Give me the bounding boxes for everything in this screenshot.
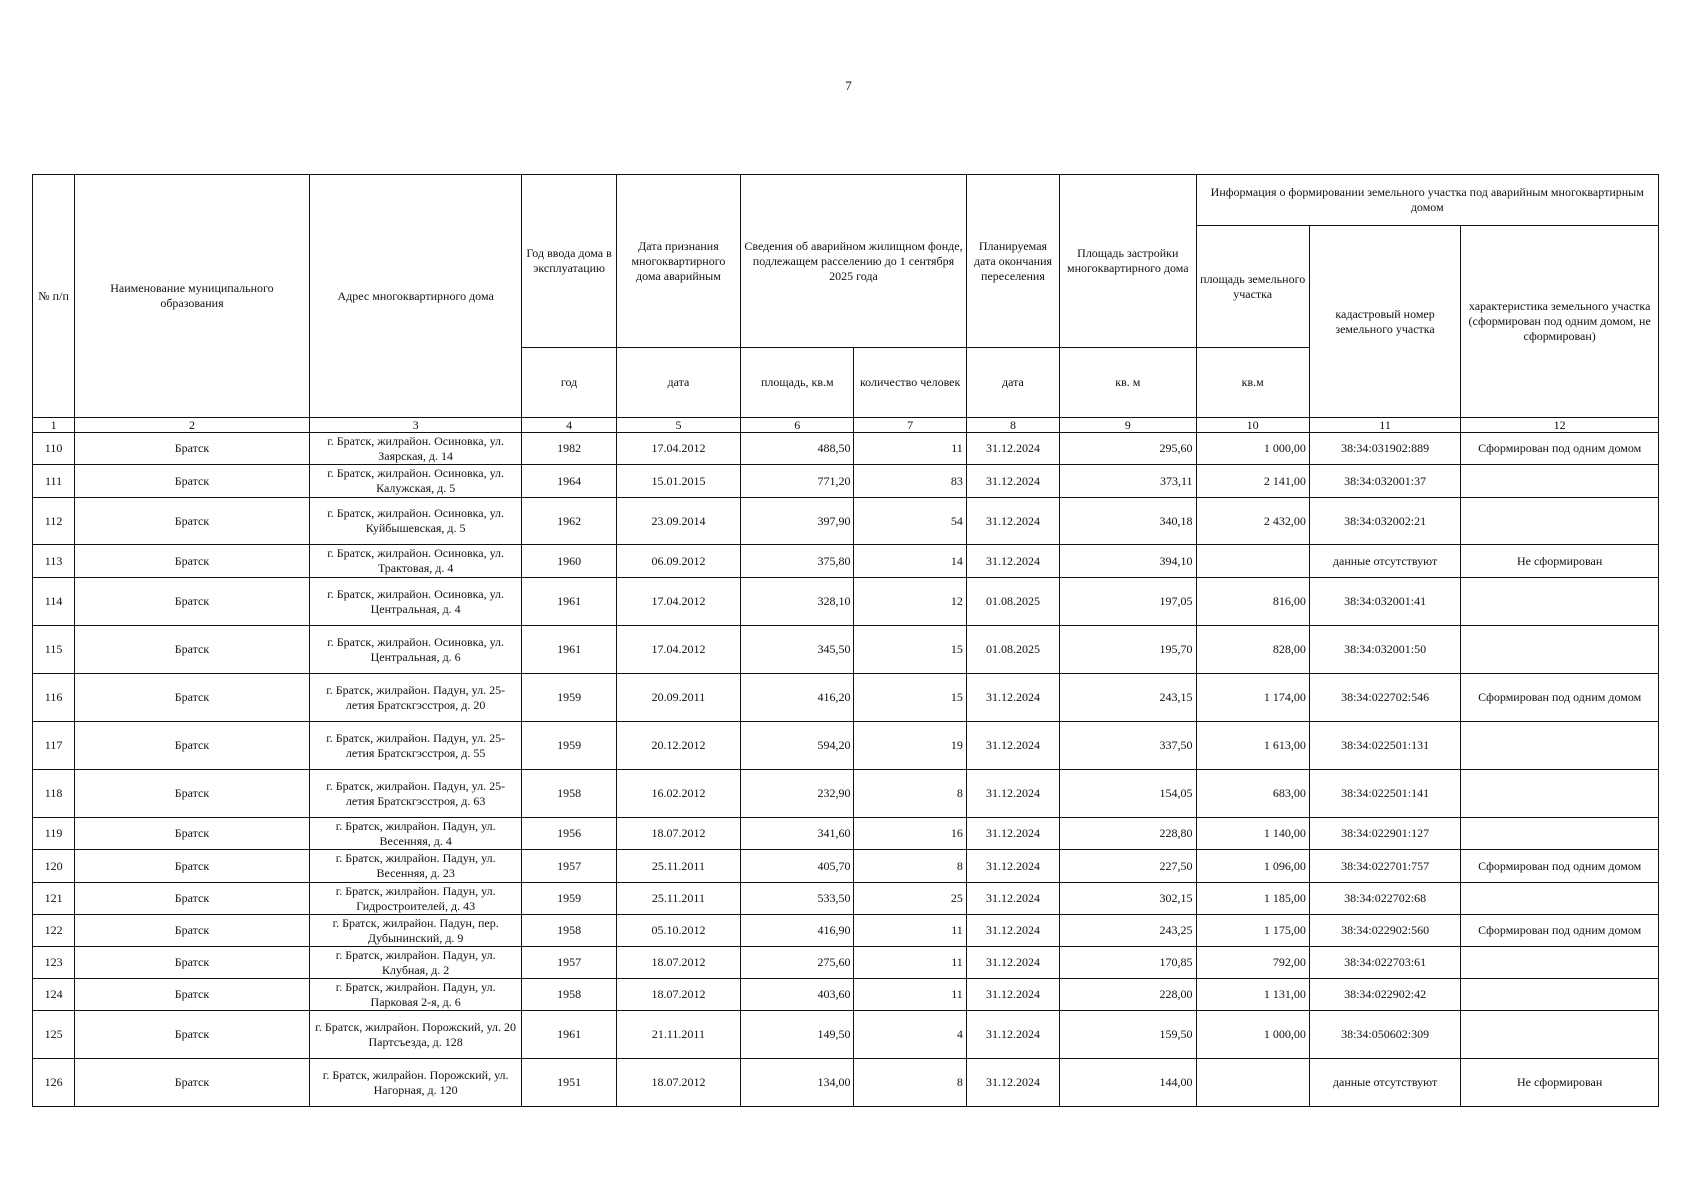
table-row [33, 850, 1659, 883]
building-area-cell: 195,70 [1060, 626, 1196, 674]
table-row [33, 1059, 1659, 1107]
emergency-date-cell: 18.07.2012 [616, 1059, 740, 1107]
emergency-date-cell: 21.11.2011 [616, 1011, 740, 1059]
residents-count-cell: 8 [854, 850, 966, 883]
row-number-cell: 123 [33, 947, 75, 979]
table-row [33, 433, 1659, 465]
row-number-cell: 116 [33, 674, 75, 722]
header-row-number: № п/п [33, 175, 75, 418]
row-number-cell: 118 [33, 770, 75, 818]
municipality-cell: Братск [75, 578, 310, 626]
cadastral-number-cell: 38:34:022501:131 [1309, 722, 1460, 770]
residents-count-cell: 4 [854, 1011, 966, 1059]
unit-date: дата [616, 348, 740, 418]
building-area-cell: 159,50 [1060, 1011, 1196, 1059]
planned-end-date-cell: 31.12.2024 [966, 883, 1059, 915]
commission-year-cell: 1962 [522, 498, 616, 545]
planned-end-date-cell: 31.12.2024 [966, 770, 1059, 818]
commission-year-cell: 1951 [522, 1059, 616, 1107]
row-number-cell: 113 [33, 545, 75, 578]
building-area-cell: 144,00 [1060, 1059, 1196, 1107]
header-emergency-date: Дата признания многоквартирного дома аварийным [616, 175, 740, 348]
living-area-cell: 488,50 [741, 433, 854, 465]
building-area-cell: 228,00 [1060, 979, 1196, 1011]
address-cell: г. Братск, жилрайон. Падун, ул. Весенняя, д. 4 [309, 818, 522, 850]
municipality-cell: Братск [75, 947, 310, 979]
header-land-info: Информация о формировании земельного участка под аварийным многоквартирным домом [1196, 175, 1659, 226]
residents-count-cell: 11 [854, 947, 966, 979]
address-cell: г. Братск, жилрайон. Осиновка, ул. Калужская, д. 5 [309, 465, 522, 498]
living-area-cell: 232,90 [741, 770, 854, 818]
land-characteristic-cell [1461, 465, 1659, 498]
land-area-cell: 1 096,00 [1196, 850, 1309, 883]
building-area-cell: 154,05 [1060, 770, 1196, 818]
row-number-cell: 114 [33, 578, 75, 626]
emergency-date-cell: 17.04.2012 [616, 433, 740, 465]
residents-count-cell: 11 [854, 979, 966, 1011]
land-characteristic-cell [1461, 578, 1659, 626]
living-area-cell: 771,20 [741, 465, 854, 498]
building-area-cell: 243,15 [1060, 674, 1196, 722]
commission-year-cell: 1964 [522, 465, 616, 498]
commission-year-cell: 1961 [522, 578, 616, 626]
planned-end-date-cell: 31.12.2024 [966, 465, 1059, 498]
address-cell: г. Братск, жилрайон. Падун, ул. 25-летия Братскгэсстроя, д. 63 [309, 770, 522, 818]
cadastral-number-cell: 38:34:032001:37 [1309, 465, 1460, 498]
header-planned-end-date: Планируемая дата окончания переселения [966, 175, 1059, 348]
commission-year-cell: 1961 [522, 626, 616, 674]
land-area-cell: 792,00 [1196, 947, 1309, 979]
residents-count-cell: 8 [854, 770, 966, 818]
row-number-cell: 119 [33, 818, 75, 850]
planned-end-date-cell: 31.12.2024 [966, 498, 1059, 545]
land-characteristic-cell [1461, 1011, 1659, 1059]
building-area-cell: 302,15 [1060, 883, 1196, 915]
address-cell: г. Братск, жилрайон. Осиновка, ул. Куйбышевская, д. 5 [309, 498, 522, 545]
land-area-cell: 1 613,00 [1196, 722, 1309, 770]
row-number-cell: 121 [33, 883, 75, 915]
column-number: 9 [1060, 418, 1196, 433]
living-area-cell: 341,60 [741, 818, 854, 850]
unit-year: год [522, 348, 616, 418]
planned-end-date-cell: 31.12.2024 [966, 947, 1059, 979]
address-cell: г. Братск, жилрайон. Осиновка, ул. Центральная, д. 6 [309, 626, 522, 674]
emergency-date-cell: 18.07.2012 [616, 947, 740, 979]
residents-count-cell: 11 [854, 433, 966, 465]
commission-year-cell: 1957 [522, 850, 616, 883]
address-cell: г. Братск, жилрайон. Падун, ул. Гидростроителей, д. 43 [309, 883, 522, 915]
row-number-cell: 120 [33, 850, 75, 883]
address-cell: г. Братск, жилрайон. Падун, ул. Весенняя, д. 23 [309, 850, 522, 883]
address-cell: г. Братск, жилрайон. Порожский, ул. 20 Партсъезда, д. 128 [309, 1011, 522, 1059]
header-land-characteristic: характеристика земельного участка (сформирован под одним домом, не сформирован) [1461, 226, 1659, 418]
emergency-date-cell: 16.02.2012 [616, 770, 740, 818]
planned-end-date-cell: 31.12.2024 [966, 915, 1059, 947]
land-area-cell [1196, 1059, 1309, 1107]
emergency-date-cell: 25.11.2011 [616, 883, 740, 915]
table-row [33, 770, 1659, 818]
column-number: 12 [1461, 418, 1659, 433]
residents-count-cell: 11 [854, 915, 966, 947]
cadastral-number-cell: 38:34:022902:560 [1309, 915, 1460, 947]
land-characteristic-cell: Сформирован под одним домом [1461, 433, 1659, 465]
table-row [33, 915, 1659, 947]
land-area-cell: 816,00 [1196, 578, 1309, 626]
row-number-cell: 110 [33, 433, 75, 465]
table-row [33, 626, 1659, 674]
planned-end-date-cell: 31.12.2024 [966, 1059, 1059, 1107]
planned-end-date-cell: 31.12.2024 [966, 433, 1059, 465]
land-area-cell: 1 000,00 [1196, 1011, 1309, 1059]
municipality-cell: Братск [75, 433, 310, 465]
land-characteristic-cell [1461, 818, 1659, 850]
page-number: 7 [845, 78, 852, 93]
cadastral-number-cell: 38:34:022902:42 [1309, 979, 1460, 1011]
living-area-cell: 416,20 [741, 674, 854, 722]
living-area-cell: 416,90 [741, 915, 854, 947]
table-row [33, 498, 1659, 545]
cadastral-number-cell: 38:34:032001:50 [1309, 626, 1460, 674]
building-area-cell: 394,10 [1060, 545, 1196, 578]
commission-year-cell: 1956 [522, 818, 616, 850]
column-number: 5 [616, 418, 740, 433]
municipality-cell: Братск [75, 465, 310, 498]
land-area-cell [1196, 545, 1309, 578]
land-characteristic-cell [1461, 979, 1659, 1011]
land-characteristic-cell [1461, 722, 1659, 770]
emergency-date-cell: 15.01.2015 [616, 465, 740, 498]
row-number-cell: 124 [33, 979, 75, 1011]
emergency-date-cell: 20.09.2011 [616, 674, 740, 722]
planned-end-date-cell: 31.12.2024 [966, 722, 1059, 770]
municipality-cell: Братск [75, 674, 310, 722]
row-number-cell: 115 [33, 626, 75, 674]
table-row [33, 545, 1659, 578]
unit-people: количество человек [854, 348, 966, 418]
land-area-cell: 2 432,00 [1196, 498, 1309, 545]
living-area-cell: 375,80 [741, 545, 854, 578]
planned-end-date-cell: 31.12.2024 [966, 1011, 1059, 1059]
municipality-cell: Братск [75, 626, 310, 674]
building-area-cell: 340,18 [1060, 498, 1196, 545]
land-area-cell: 1 131,00 [1196, 979, 1309, 1011]
emergency-date-cell: 06.09.2012 [616, 545, 740, 578]
land-area-cell: 683,00 [1196, 770, 1309, 818]
column-number: 6 [741, 418, 854, 433]
building-area-cell: 227,50 [1060, 850, 1196, 883]
residents-count-cell: 54 [854, 498, 966, 545]
municipality-cell: Братск [75, 883, 310, 915]
municipality-cell: Братск [75, 545, 310, 578]
municipality-cell: Братск [75, 818, 310, 850]
land-characteristic-cell: Сформирован под одним домом [1461, 915, 1659, 947]
land-characteristic-cell [1461, 770, 1659, 818]
cadastral-number-cell: 38:34:050602:309 [1309, 1011, 1460, 1059]
commission-year-cell: 1961 [522, 1011, 616, 1059]
municipality-cell: Братск [75, 850, 310, 883]
cadastral-number-cell: 38:34:022702:546 [1309, 674, 1460, 722]
cadastral-number-cell: 38:34:022901:127 [1309, 818, 1460, 850]
commission-year-cell: 1958 [522, 915, 616, 947]
cadastral-number-cell: 38:34:022501:141 [1309, 770, 1460, 818]
land-area-cell: 1 185,00 [1196, 883, 1309, 915]
living-area-cell: 533,50 [741, 883, 854, 915]
municipality-cell: Братск [75, 770, 310, 818]
commission-year-cell: 1959 [522, 883, 616, 915]
municipality-cell: Братск [75, 979, 310, 1011]
header-municipality: Наименование муниципального образования [75, 175, 310, 418]
living-area-cell: 275,60 [741, 947, 854, 979]
residents-count-cell: 14 [854, 545, 966, 578]
land-characteristic-cell [1461, 626, 1659, 674]
commission-year-cell: 1957 [522, 947, 616, 979]
row-number-cell: 122 [33, 915, 75, 947]
address-cell: г. Братск, жилрайон. Падун, ул. Клубная, д. 2 [309, 947, 522, 979]
planned-end-date-cell: 31.12.2024 [966, 850, 1059, 883]
land-characteristic-cell: Сформирован под одним домом [1461, 674, 1659, 722]
land-characteristic-cell [1461, 498, 1659, 545]
land-characteristic-cell: Не сформирован [1461, 545, 1659, 578]
planned-end-date-cell: 31.12.2024 [966, 545, 1059, 578]
column-number: 8 [966, 418, 1059, 433]
emergency-housing-table [32, 174, 1659, 1107]
unit-land-area: кв.м [1196, 348, 1309, 418]
planned-end-date-cell: 01.08.2025 [966, 578, 1059, 626]
table-row [33, 1011, 1659, 1059]
emergency-date-cell: 05.10.2012 [616, 915, 740, 947]
building-area-cell: 170,85 [1060, 947, 1196, 979]
column-number: 3 [309, 418, 522, 433]
table-row [33, 578, 1659, 626]
cadastral-number-cell: 38:34:022701:757 [1309, 850, 1460, 883]
column-number: 7 [854, 418, 966, 433]
cadastral-number-cell: 38:34:032001:41 [1309, 578, 1460, 626]
table-row [33, 979, 1659, 1011]
cadastral-number-cell: данные отсутствуют [1309, 1059, 1460, 1107]
living-area-cell: 397,90 [741, 498, 854, 545]
residents-count-cell: 19 [854, 722, 966, 770]
row-number-cell: 125 [33, 1011, 75, 1059]
address-cell: г. Братск, жилрайон. Падун, ул. 25-летия Братскгэсстроя, д. 20 [309, 674, 522, 722]
emergency-date-cell: 17.04.2012 [616, 578, 740, 626]
address-cell: г. Братск, жилрайон. Осиновка, ул. Трактовая, д. 4 [309, 545, 522, 578]
building-area-cell: 373,11 [1060, 465, 1196, 498]
cadastral-number-cell: 38:34:032002:21 [1309, 498, 1460, 545]
land-area-cell: 2 141,00 [1196, 465, 1309, 498]
table-row [33, 722, 1659, 770]
cadastral-number-cell: 38:34:031902:889 [1309, 433, 1460, 465]
commission-year-cell: 1982 [522, 433, 616, 465]
header-commission-year: Год ввода дома в эксплуатацию [522, 175, 616, 348]
municipality-cell: Братск [75, 498, 310, 545]
address-cell: г. Братск, жилрайон. Падун, ул. Парковая 2-я, д. 6 [309, 979, 522, 1011]
row-number-cell: 117 [33, 722, 75, 770]
planned-end-date-cell: 31.12.2024 [966, 979, 1059, 1011]
living-area-cell: 594,20 [741, 722, 854, 770]
land-area-cell: 828,00 [1196, 626, 1309, 674]
residents-count-cell: 83 [854, 465, 966, 498]
municipality-cell: Братск [75, 1059, 310, 1107]
address-cell: г. Братск, жилрайон. Осиновка, ул. Центральная, д. 4 [309, 578, 522, 626]
table-row [33, 883, 1659, 915]
planned-end-date-cell: 31.12.2024 [966, 674, 1059, 722]
planned-end-date-cell: 31.12.2024 [966, 818, 1059, 850]
commission-year-cell: 1959 [522, 722, 616, 770]
municipality-cell: Братск [75, 915, 310, 947]
address-cell: г. Братск, жилрайон. Порожский, ул. Нагорная, д. 120 [309, 1059, 522, 1107]
row-number-cell: 111 [33, 465, 75, 498]
emergency-date-cell: 20.12.2012 [616, 722, 740, 770]
header-address: Адрес многоквартирного дома [309, 175, 522, 418]
table-row [33, 674, 1659, 722]
building-area-cell: 243,25 [1060, 915, 1196, 947]
header-cadastral-number: кадастровый номер земельного участка [1309, 226, 1460, 418]
land-characteristic-cell: Не сформирован [1461, 1059, 1659, 1107]
land-area-cell: 1 000,00 [1196, 433, 1309, 465]
emergency-date-cell: 25.11.2011 [616, 850, 740, 883]
table-row [33, 947, 1659, 979]
emergency-date-cell: 23.09.2014 [616, 498, 740, 545]
commission-year-cell: 1960 [522, 545, 616, 578]
column-number: 11 [1309, 418, 1460, 433]
commission-year-cell: 1958 [522, 770, 616, 818]
table-row [33, 465, 1659, 498]
address-cell: г. Братск, жилрайон. Осиновка, ул. Заярская, д. 14 [309, 433, 522, 465]
emergency-date-cell: 18.07.2012 [616, 979, 740, 1011]
living-area-cell: 403,60 [741, 979, 854, 1011]
row-number-cell: 112 [33, 498, 75, 545]
commission-year-cell: 1958 [522, 979, 616, 1011]
living-area-cell: 345,50 [741, 626, 854, 674]
building-area-cell: 295,60 [1060, 433, 1196, 465]
land-area-cell: 1 140,00 [1196, 818, 1309, 850]
land-characteristic-cell: Сформирован под одним домом [1461, 850, 1659, 883]
column-number: 1 [33, 418, 75, 433]
municipality-cell: Братск [75, 1011, 310, 1059]
column-number: 10 [1196, 418, 1309, 433]
commission-year-cell: 1959 [522, 674, 616, 722]
unit-end-date: дата [966, 348, 1059, 418]
address-cell: г. Братск, жилрайон. Падун, пер. Дубынинский, д. 9 [309, 915, 522, 947]
residents-count-cell: 8 [854, 1059, 966, 1107]
living-area-cell: 405,70 [741, 850, 854, 883]
residents-count-cell: 15 [854, 674, 966, 722]
header-land-area: площадь земельного участка [1196, 226, 1309, 348]
header-emergency-fund: Сведения об аварийном жилищном фонде, подлежащем расселению до 1 сентября 2025 года [741, 175, 967, 348]
row-number-cell: 126 [33, 1059, 75, 1107]
land-characteristic-cell [1461, 947, 1659, 979]
living-area-cell: 134,00 [741, 1059, 854, 1107]
land-characteristic-cell [1461, 883, 1659, 915]
header-building-area: Площадь застройки многоквартирного дома [1060, 175, 1196, 348]
unit-area: площадь, кв.м [741, 348, 854, 418]
living-area-cell: 328,10 [741, 578, 854, 626]
address-cell: г. Братск, жилрайон. Падун, ул. 25-летия Братскгэсстроя, д. 55 [309, 722, 522, 770]
land-area-cell: 1 175,00 [1196, 915, 1309, 947]
cadastral-number-cell: 38:34:022703:61 [1309, 947, 1460, 979]
cadastral-number-cell: 38:34:022702:68 [1309, 883, 1460, 915]
table-row [33, 818, 1659, 850]
cadastral-number-cell: данные отсутствуют [1309, 545, 1460, 578]
building-area-cell: 228,80 [1060, 818, 1196, 850]
column-number: 4 [522, 418, 616, 433]
building-area-cell: 197,05 [1060, 578, 1196, 626]
building-area-cell: 337,50 [1060, 722, 1196, 770]
emergency-date-cell: 18.07.2012 [616, 818, 740, 850]
column-number: 2 [75, 418, 310, 433]
planned-end-date-cell: 01.08.2025 [966, 626, 1059, 674]
residents-count-cell: 16 [854, 818, 966, 850]
living-area-cell: 149,50 [741, 1011, 854, 1059]
municipality-cell: Братск [75, 722, 310, 770]
residents-count-cell: 12 [854, 578, 966, 626]
residents-count-cell: 25 [854, 883, 966, 915]
land-area-cell: 1 174,00 [1196, 674, 1309, 722]
unit-building-area: кв. м [1060, 348, 1196, 418]
residents-count-cell: 15 [854, 626, 966, 674]
emergency-date-cell: 17.04.2012 [616, 626, 740, 674]
